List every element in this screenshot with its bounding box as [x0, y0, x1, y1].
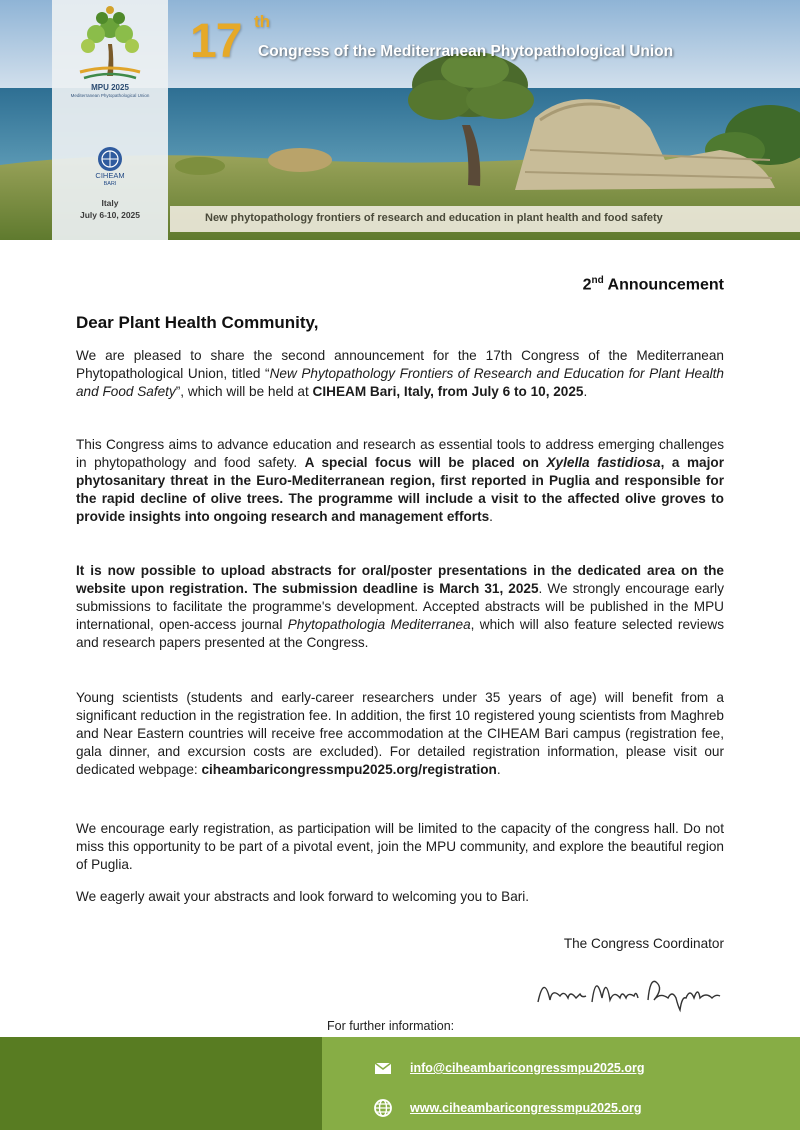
announcement-suffix: nd [591, 275, 604, 286]
handwritten-signature [530, 968, 730, 1016]
contact-email-row [372, 1057, 644, 1079]
paragraph-abstracts [76, 562, 724, 652]
olive-tree-logo-icon [70, 6, 150, 82]
tagline: New phytopathology frontiers of research and education in plant health and food safety [205, 212, 663, 224]
website-link[interactable]: www.ciheambaricongressmpu2025.org [410, 1101, 642, 1115]
edition-number: 17 [190, 15, 242, 68]
p3-journal: Phytopathologia Mediterranea [287, 617, 471, 632]
footer-band-dark [0, 1037, 340, 1130]
logo-title: MPU 2025 [91, 83, 129, 92]
partner-city: BARI [103, 181, 117, 187]
paragraph-young-scientists [76, 689, 724, 779]
p4-text-a: Young scientists (students and early-career researchers under 35 years of age) will benefit from a significant reduction in the registration fee. In addition, the first 10 registered young scientists from Maghreb and Near Eastern countries will receive free accommodation at the CIHEAM Bari campus (registration fee, gala dinner, and excursion costs are excluded). For detailed registration information, please visit our dedicated webpage: [76, 690, 724, 777]
greeting: Dear Plant Health Community, [76, 313, 319, 332]
announcement-label: Announcement [607, 276, 724, 294]
p1-venue: CIHEAM Bari, Italy, from July 6 to 10, 2025 [312, 384, 584, 399]
globe-icon [372, 1097, 394, 1119]
p3-text-a: . We strongly encourage early submissions to facilitate the programme's development. Accepted abstracts will be published in the MPU international, open-access journal [76, 581, 724, 632]
congress-name: Congress of the Mediterranean Phytopathological Union [258, 43, 674, 60]
paragraph-intro [76, 347, 724, 401]
p2-text-b: . [489, 509, 493, 524]
paragraph-closing: We eagerly await your abstracts and look forward to welcoming you to Bari. [76, 889, 530, 904]
edition-suffix: th [254, 12, 271, 31]
p1-text-a: We are pleased to share the second announcement for the 17th Congress of the Mediterranean Phytopathological Union, titled “ [76, 348, 724, 381]
p1-text-c: . [583, 384, 588, 399]
p2-species: Xylella fastidiosa [546, 455, 661, 470]
registration-link[interactable]: ciheambaricongressmpu2025.org/registration [201, 762, 497, 777]
partner-name: CIHEAM [95, 171, 125, 180]
p3-deadline-bold: It is now possible to upload abstracts for oral/poster presentations in the dedicated area on the website upon registration. The submission deadline is March 31, 2025 [76, 563, 724, 596]
logo-subtitle: Mediterranean Phytopathological Union [70, 93, 150, 98]
ciheam-emblem-icon [97, 146, 123, 172]
paragraph-focus [76, 436, 724, 526]
email-link[interactable]: info@ciheambaricongressmpu2025.org [410, 1061, 645, 1075]
location-dates: July 6-10, 2025 [79, 210, 140, 220]
p2-text-a: This Congress aims to advance education and research as essential tools to address emerging challenges in phytopathology and food safety. [76, 437, 724, 470]
p1-congress-title: New Phytopathology Frontiers of Research and Education for Plant Health and Food Safety [76, 366, 724, 399]
location-country: Italy [101, 198, 119, 208]
announcement-ordinal: 2 [582, 276, 592, 294]
p4-text-b: . [496, 762, 501, 777]
p2-focus-bold-1: A special focus will be placed on [304, 455, 547, 470]
header-banner [0, 0, 800, 240]
p2-focus-bold-2: , a major phytosanitary threat in the Euro-Mediterranean region, first reported in Puglia and responsible for the rapid decline of olive trees. The programme will include a visit to the affected olive groves to provide insights into ongoing research and management efforts [76, 455, 724, 524]
paragraph-registration: We encourage early registration, as participation will be limited to the capacity of the congress hall. Do not miss this opportunity to be part of a pivotal event, join the MPU community, and explore the beautiful region of Puglia. [76, 821, 724, 872]
closing-role: The Congress Coordinator [563, 936, 724, 951]
p3-text-b: , which will also feature selected reviews and research papers presented at the Congress. [76, 617, 725, 650]
contact-website-row [372, 1097, 642, 1119]
envelope-icon [372, 1057, 394, 1079]
logo-panel [52, 0, 168, 240]
further-info-label: For further information: [327, 1019, 455, 1033]
p1-text-b: ”, which will be held at [175, 384, 313, 399]
announcement-heading [583, 275, 724, 294]
